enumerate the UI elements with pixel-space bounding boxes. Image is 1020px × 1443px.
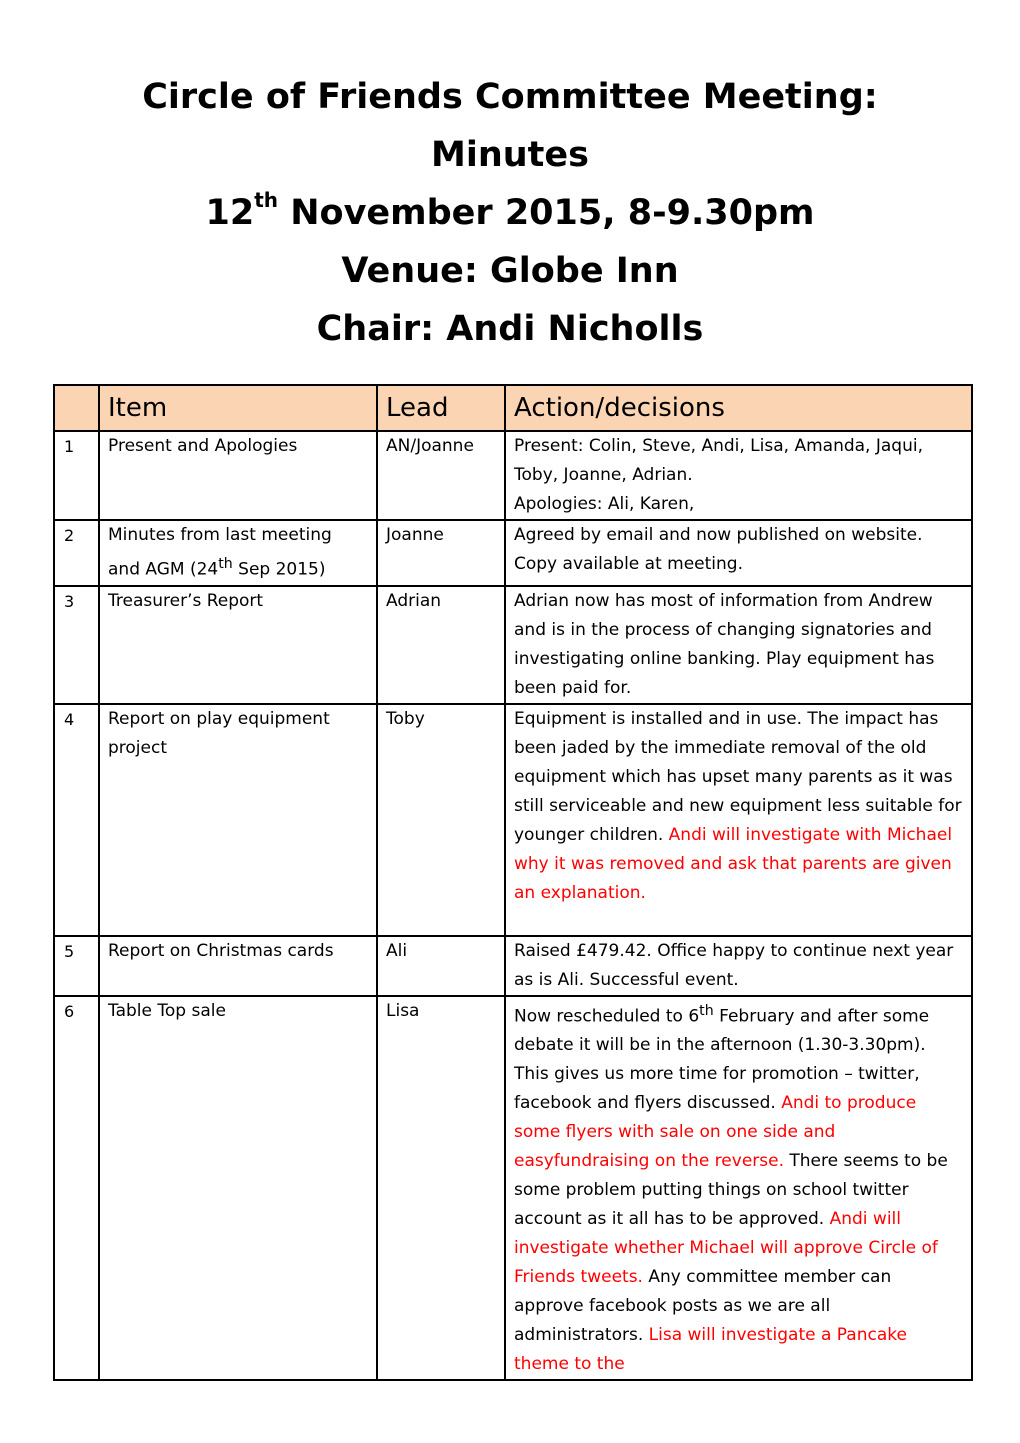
- row-number: 4: [54, 704, 99, 936]
- row-item: Treasurer’s Report: [99, 586, 377, 704]
- title-line-2: Minutes: [431, 135, 589, 175]
- row-action: [505, 431, 972, 520]
- action-text: Now rescheduled to 6: [514, 1006, 700, 1027]
- header-item: Item: [99, 385, 377, 431]
- header-number: [54, 385, 99, 431]
- document-title-block: [0, 68, 1020, 358]
- meeting-chair: Chair: Andi Nicholls: [316, 309, 704, 349]
- row-item-text: Minutes from last meeting and AGM (24: [108, 525, 332, 580]
- row-action: Raised £479.42. Office happy to continue next year as is Ali. Successful event.: [505, 936, 972, 996]
- row-lead: Ali: [377, 936, 505, 996]
- table-row: [54, 520, 972, 586]
- row-number: 1: [54, 431, 99, 520]
- action-text: There seems to be some problem putting things on school twitter account as it all has to be approved.: [514, 1151, 948, 1230]
- action-item-red: Andi will investigate whether Michael will approve Circle of Friends tweets.: [514, 1209, 938, 1288]
- row-lead: AN/Joanne: [377, 431, 505, 520]
- action-apologies: Apologies: Ali, Karen,: [514, 494, 695, 514]
- action-item-red: Andi to produce some flyers with sale on one side and easyfundraising on the reverse.: [514, 1093, 917, 1172]
- title-line-1: Circle of Friends Committee Meeting:: [142, 77, 878, 117]
- row-item: Report on play equipment project: [99, 704, 377, 936]
- row-number: 5: [54, 936, 99, 996]
- row-lead: Lisa: [377, 996, 505, 1381]
- table-row: [54, 996, 972, 1381]
- row-action: [505, 704, 972, 936]
- table-row: [54, 431, 972, 520]
- table-row: [54, 936, 972, 996]
- row-number: 3: [54, 586, 99, 704]
- row-item: Report on Christmas cards: [99, 936, 377, 996]
- row-action: [505, 996, 972, 1381]
- row-number: 6: [54, 996, 99, 1381]
- row-item: Present and Apologies: [99, 431, 377, 520]
- action-text: Any committee member can approve facebook posts as we are all administrators.: [514, 1267, 892, 1346]
- row-item-text-end: Sep 2015): [232, 559, 326, 580]
- action-text: February and after some debate it will be in the afternoon (1.30-3.30pm). This gives us more time for promotion – twitter, facebook and flyers discussed.: [514, 1006, 930, 1114]
- row-action: Adrian now has most of information from Andrew and is in the process of changing signatories and investigating online banking. Play equipment has been paid for.: [505, 586, 972, 704]
- row-item: Table Top sale: [99, 996, 377, 1381]
- action-item-red: Lisa will investigate a Pancake theme to the: [514, 1325, 907, 1375]
- row-lead: Toby: [377, 704, 505, 936]
- row-number: 2: [54, 520, 99, 586]
- table-row: [54, 586, 972, 704]
- meeting-date: [0, 184, 1020, 242]
- date-rest: November 2015, 8-9.30pm: [278, 193, 815, 233]
- minutes-table: [53, 384, 973, 1381]
- action-text: Equipment is installed and in use. The impact has been jaded by the immediate removal of the old equipment which has upset many parents as it was still serviceable and new equipment less suitable for younger children.: [514, 708, 962, 845]
- action-present: Present: Colin, Steve, Andi, Lisa, Amanda, Jaqui, Toby, Joanne, Adrian.: [514, 436, 923, 485]
- header-action: Action/decisions: [505, 385, 972, 431]
- action-item-red: Andi will investigate with Michael why it was removed and ask that parents are given an explanation.: [514, 824, 953, 903]
- action-sup: th: [699, 1002, 714, 1019]
- table-header-row: [54, 385, 972, 431]
- table-row: [54, 704, 972, 936]
- row-item-sup: th: [218, 556, 233, 572]
- row-lead: Joanne: [377, 520, 505, 586]
- row-item: [99, 520, 377, 586]
- row-lead: Adrian: [377, 586, 505, 704]
- header-lead: Lead: [377, 385, 505, 431]
- date-suffix: th: [254, 188, 279, 213]
- date-day: 12: [205, 193, 255, 233]
- row-action: Agreed by email and now published on website. Copy available at meeting.: [505, 520, 972, 586]
- meeting-venue: Venue: Globe Inn: [341, 251, 679, 291]
